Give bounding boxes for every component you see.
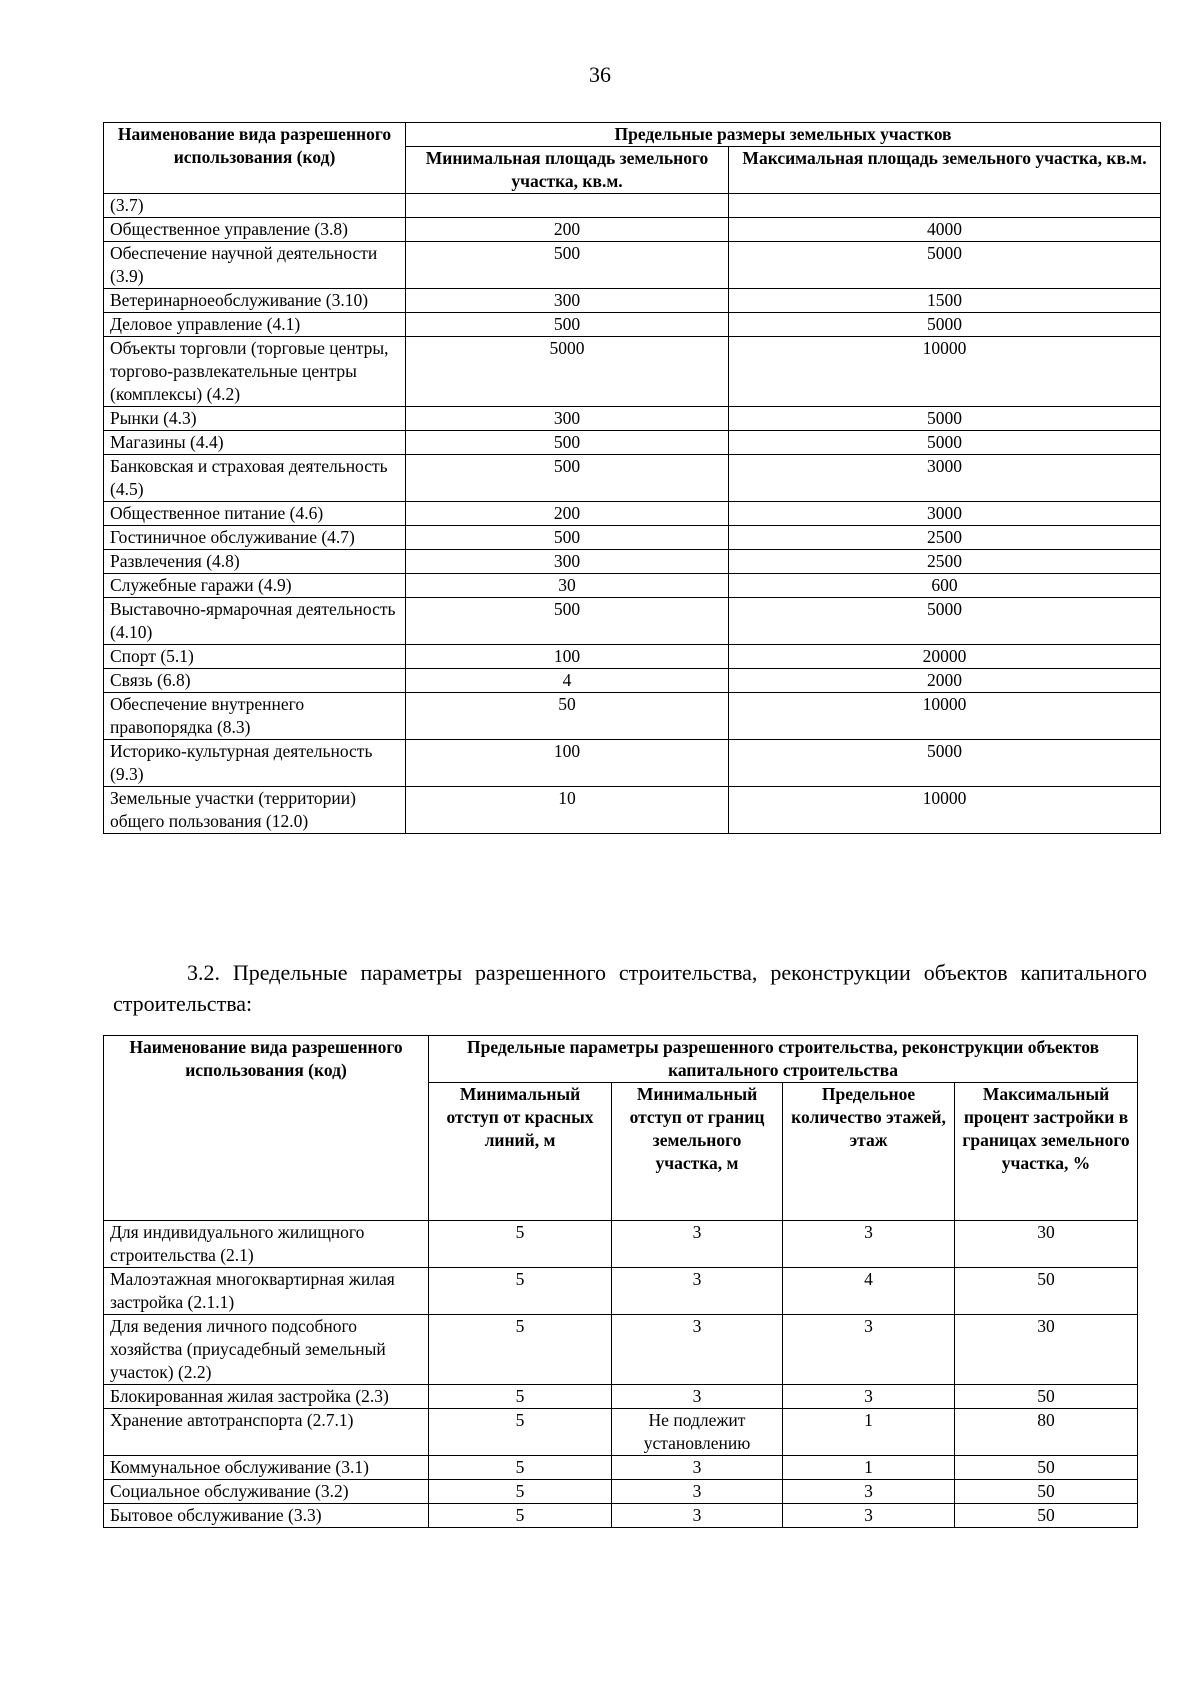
max-building-percent-cell: 50 bbox=[955, 1268, 1138, 1315]
header-max-area: Максимальная площадь земельного участка, кв.м. bbox=[729, 147, 1161, 194]
usage-name-cell: Общественное питание (4.6) bbox=[104, 502, 406, 526]
max-floors-cell: 4 bbox=[783, 1268, 955, 1315]
max-area-cell: 3000 bbox=[729, 455, 1161, 502]
min-area-cell bbox=[406, 194, 729, 218]
usage-name-cell: Служебные гаражи (4.9) bbox=[104, 574, 406, 598]
table-row bbox=[104, 431, 1161, 455]
section-heading: 3.2. Предельные параметры разрешенного строительства, реконструкции объектов капитального строительства: bbox=[113, 960, 1147, 1016]
min-setback-plot-border-cell: 3 bbox=[612, 1456, 783, 1480]
table1-body bbox=[104, 194, 1161, 834]
min-area-cell: 200 bbox=[406, 218, 729, 242]
max-area-cell: 10000 bbox=[729, 337, 1161, 407]
min-area-cell: 5000 bbox=[406, 337, 729, 407]
usage-name-cell: Развлечения (4.8) bbox=[104, 550, 406, 574]
usage-name-cell: Для индивидуального жилищного строительства (2.1) bbox=[104, 1221, 429, 1268]
max-area-cell: 2000 bbox=[729, 669, 1161, 693]
table-row bbox=[104, 574, 1161, 598]
header-min-area: Минимальная площадь земельного участка, кв.м. bbox=[406, 147, 729, 194]
max-building-percent-cell: 50 bbox=[955, 1480, 1138, 1504]
table-row bbox=[104, 1504, 1138, 1528]
min-area-cell: 300 bbox=[406, 289, 729, 313]
table-row bbox=[104, 455, 1161, 502]
max-area-cell: 5000 bbox=[729, 407, 1161, 431]
usage-name-cell: (3.7) bbox=[104, 194, 406, 218]
construction-parameters-table bbox=[103, 1035, 1138, 1528]
usage-name-cell: Коммунальное обслуживание (3.1) bbox=[104, 1456, 429, 1480]
max-building-percent-cell: 30 bbox=[955, 1315, 1138, 1385]
table-row bbox=[104, 1268, 1138, 1315]
usage-name-cell: Объекты торговли (торговые центры, торгово-развлекательные центры (комплексы) (4.2) bbox=[104, 337, 406, 407]
min-setback-plot-border-cell: Не подлежит установлению bbox=[612, 1409, 783, 1456]
max-area-cell bbox=[729, 194, 1161, 218]
min-setback-red-lines-cell: 5 bbox=[429, 1221, 612, 1268]
min-setback-red-lines-cell: 5 bbox=[429, 1504, 612, 1528]
max-area-cell: 1500 bbox=[729, 289, 1161, 313]
table-row bbox=[104, 313, 1161, 337]
max-area-cell: 600 bbox=[729, 574, 1161, 598]
min-area-cell: 500 bbox=[406, 598, 729, 645]
min-area-cell: 500 bbox=[406, 242, 729, 289]
table-row bbox=[104, 1221, 1138, 1268]
table-row bbox=[104, 550, 1161, 574]
max-area-cell: 5000 bbox=[729, 313, 1161, 337]
usage-name-cell: Хранение автотранспорта (2.7.1) bbox=[104, 1409, 429, 1456]
max-area-cell: 4000 bbox=[729, 218, 1161, 242]
max-building-percent-cell: 50 bbox=[955, 1385, 1138, 1409]
table-row bbox=[104, 693, 1161, 740]
usage-name-cell: Для ведения личного подсобного хозяйства (приусадебный земельный участок) (2.2) bbox=[104, 1315, 429, 1385]
max-floors-cell: 3 bbox=[783, 1221, 955, 1268]
max-floors-cell: 3 bbox=[783, 1504, 955, 1528]
min-area-cell: 100 bbox=[406, 645, 729, 669]
max-floors-cell: 3 bbox=[783, 1385, 955, 1409]
usage-name-cell: Малоэтажная многоквартирная жилая застройка (2.1.1) bbox=[104, 1268, 429, 1315]
table-row bbox=[104, 526, 1161, 550]
max-building-percent-cell: 30 bbox=[955, 1221, 1138, 1268]
max-building-percent-cell: 50 bbox=[955, 1456, 1138, 1480]
min-area-cell: 50 bbox=[406, 693, 729, 740]
min-area-cell: 4 bbox=[406, 669, 729, 693]
max-area-cell: 10000 bbox=[729, 693, 1161, 740]
min-area-cell: 30 bbox=[406, 574, 729, 598]
min-setback-red-lines-cell: 5 bbox=[429, 1268, 612, 1315]
header-usage-name: Наименование вида разрешенного использования (код) bbox=[104, 1036, 429, 1221]
usage-name-cell: Историко-культурная деятельность (9.3) bbox=[104, 740, 406, 787]
max-floors-cell: 1 bbox=[783, 1456, 955, 1480]
min-area-cell: 100 bbox=[406, 740, 729, 787]
table-row bbox=[104, 1456, 1138, 1480]
table-row bbox=[104, 194, 1161, 218]
max-area-cell: 5000 bbox=[729, 242, 1161, 289]
table-row bbox=[104, 337, 1161, 407]
usage-name-cell: Земельные участки (территории) общего пользования (12.0) bbox=[104, 787, 406, 834]
min-setback-plot-border-cell: 3 bbox=[612, 1268, 783, 1315]
min-setback-plot-border-cell: 3 bbox=[612, 1221, 783, 1268]
table-row bbox=[104, 1385, 1138, 1409]
min-setback-plot-border-cell: 3 bbox=[612, 1480, 783, 1504]
max-area-cell: 10000 bbox=[729, 787, 1161, 834]
usage-name-cell: Банковская и страховая деятельность (4.5) bbox=[104, 455, 406, 502]
page-number: 36 bbox=[589, 62, 611, 87]
min-setback-plot-border-cell: 3 bbox=[612, 1504, 783, 1528]
min-setback-red-lines-cell: 5 bbox=[429, 1409, 612, 1456]
min-area-cell: 10 bbox=[406, 787, 729, 834]
min-setback-red-lines-cell: 5 bbox=[429, 1315, 612, 1385]
table-row bbox=[104, 669, 1161, 693]
usage-name-cell: Бытовое обслуживание (3.3) bbox=[104, 1504, 429, 1528]
usage-name-cell: Выставочно-ярмарочная деятельность (4.10) bbox=[104, 598, 406, 645]
min-setback-red-lines-cell: 5 bbox=[429, 1385, 612, 1409]
min-setback-plot-border-cell: 3 bbox=[612, 1315, 783, 1385]
usage-name-cell: Магазины (4.4) bbox=[104, 431, 406, 455]
max-floors-cell: 1 bbox=[783, 1409, 955, 1456]
header-plot-size-limits: Предельные размеры земельных участков bbox=[406, 123, 1161, 147]
max-building-percent-cell: 80 bbox=[955, 1409, 1138, 1456]
max-area-cell: 2500 bbox=[729, 550, 1161, 574]
table-row bbox=[104, 502, 1161, 526]
table-row bbox=[104, 1409, 1138, 1456]
usage-name-cell: Обеспечение научной деятельности (3.9) bbox=[104, 242, 406, 289]
max-area-cell: 5000 bbox=[729, 740, 1161, 787]
usage-name-cell: Обеспечение внутреннего правопорядка (8.3) bbox=[104, 693, 406, 740]
min-area-cell: 300 bbox=[406, 550, 729, 574]
min-area-cell: 300 bbox=[406, 407, 729, 431]
min-area-cell: 200 bbox=[406, 502, 729, 526]
header-max-floors: Предельное количество этажей, этаж bbox=[783, 1083, 955, 1221]
max-building-percent-cell: 50 bbox=[955, 1504, 1138, 1528]
usage-name-cell: Деловое управление (4.1) bbox=[104, 313, 406, 337]
table-row bbox=[104, 407, 1161, 431]
max-floors-cell: 3 bbox=[783, 1480, 955, 1504]
table-row bbox=[104, 740, 1161, 787]
table-row bbox=[104, 218, 1161, 242]
table-row bbox=[104, 1315, 1138, 1385]
min-area-cell: 500 bbox=[406, 431, 729, 455]
min-setback-plot-border-cell: 3 bbox=[612, 1385, 783, 1409]
min-area-cell: 500 bbox=[406, 526, 729, 550]
header-max-building-percent: Максимальный процент застройки в границах земельного участка, % bbox=[955, 1083, 1138, 1221]
land-plot-size-table bbox=[103, 122, 1161, 834]
table-row bbox=[104, 598, 1161, 645]
usage-name-cell: Рынки (4.3) bbox=[104, 407, 406, 431]
header-min-setback-red-lines: Минимальный отступ от красных линий, м bbox=[429, 1083, 612, 1221]
max-area-cell: 5000 bbox=[729, 598, 1161, 645]
max-floors-cell: 3 bbox=[783, 1315, 955, 1385]
usage-name-cell: Блокированная жилая застройка (2.3) bbox=[104, 1385, 429, 1409]
min-setback-red-lines-cell: 5 bbox=[429, 1456, 612, 1480]
usage-name-cell: Общественное управление (3.8) bbox=[104, 218, 406, 242]
max-area-cell: 20000 bbox=[729, 645, 1161, 669]
header-min-setback-plot-border: Минимальный отступ от границ земельного участка, м bbox=[612, 1083, 783, 1221]
header-usage-name: Наименование вида разрешенного использования (код) bbox=[104, 123, 406, 194]
table-row bbox=[104, 787, 1161, 834]
table-row bbox=[104, 242, 1161, 289]
usage-name-cell: Связь (6.8) bbox=[104, 669, 406, 693]
usage-name-cell: Социальное обслуживание (3.2) bbox=[104, 1480, 429, 1504]
min-area-cell: 500 bbox=[406, 313, 729, 337]
min-setback-red-lines-cell: 5 bbox=[429, 1480, 612, 1504]
max-area-cell: 2500 bbox=[729, 526, 1161, 550]
table-row bbox=[104, 1480, 1138, 1504]
max-area-cell: 5000 bbox=[729, 431, 1161, 455]
min-area-cell: 500 bbox=[406, 455, 729, 502]
table-row bbox=[104, 645, 1161, 669]
usage-name-cell: Ветеринарноеобслуживание (3.10) bbox=[104, 289, 406, 313]
max-area-cell: 3000 bbox=[729, 502, 1161, 526]
table-row bbox=[104, 289, 1161, 313]
usage-name-cell: Гостиничное обслуживание (4.7) bbox=[104, 526, 406, 550]
table2-body bbox=[104, 1221, 1138, 1528]
header-construction-limits: Предельные параметры разрешенного строительства, реконструкции объектов капитального строительства bbox=[429, 1036, 1138, 1083]
usage-name-cell: Спорт (5.1) bbox=[104, 645, 406, 669]
